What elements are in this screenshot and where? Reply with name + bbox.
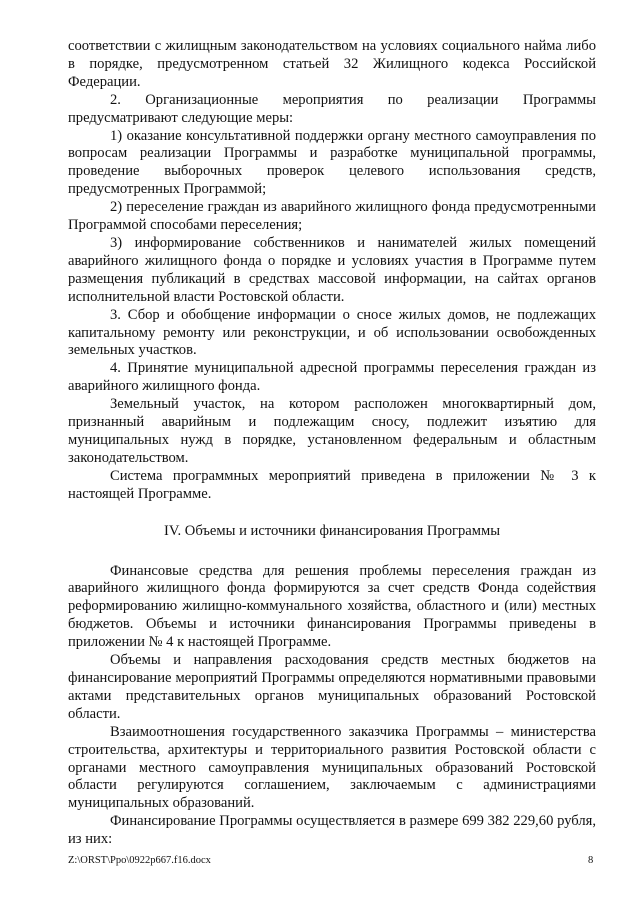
list-item-consulting-support: 1) оказание консультативной поддержки органу местного самоуправления по вопросам реализации Программы и разработке муниципальной программы, проведение выборочных проверок целевого использования средств, предусмотренных Программой; [68, 127, 596, 198]
paragraph-demolition-info: 3. Сбор и обобщение информации о сносе жилых домов, не подлежащих капитальному ремонту или реконструкции, и об использовании освобожденных земельных участков. [68, 306, 596, 359]
footer-file-path: Z:\ORST\Ppo\0922p667.f16.docx [68, 855, 211, 866]
list-item-resettlement: 2) переселение граждан из аварийного жилищного фонда предусмотренными Программой способами переселения; [68, 199, 596, 234]
page-number: 8 [588, 855, 594, 866]
paragraph-municipal-program: 4. Принятие муниципальной адресной программы переселения граждан из аварийного жилищного фонда. [68, 360, 596, 395]
paragraph-financial-sources: Финансовые средства для решения проблемы переселения граждан из аварийного жилищного фонда формируются за счет средств Фонда содействия реформированию жилищно-коммунального хозяйства, областного и (или) местных бюджетов. Объемы и источники финансирования Программы приведены в приложении № 4 к настоящей Программе. [68, 562, 596, 651]
paragraph-financing-amount: Финансирование Программы осуществляется в размере 699 382 229,60 рубля, из них: [68, 813, 596, 848]
paragraph-relations: Взаимоотношения государственного заказчика Программы – министерства строительства, архитектуры и территориального развития Ростовской области с органами местного самоуправления муниципальных образований Ростовской области регулируются соглашением, заключаемым с администрациями муниципальных образований. [68, 723, 596, 812]
section-heading: IV. Объемы и источники финансирования Программы [163, 522, 501, 539]
paragraph-local-budgets: Объемы и направления расходования средств местных бюджетов на финансирование мероприятий Программы определяются нормативными правовыми актами представительных органов муниципальных образований Ростовской области. [68, 652, 596, 722]
list-item-informing: 3) информирование собственников и нанимателей жилых помещений аварийного жилищного фонда о порядке и условиях участия в Программе путем размещения публикаций в средствах массовой информации, на сайтах органов исполнительной власти Ростовской области. [68, 234, 596, 305]
document-body [68, 38, 596, 849]
paragraph-measures-system: Система программных мероприятий приведена в приложении № 3 к настоящей Программе. [68, 467, 596, 502]
paragraph-land-plot: Земельный участок, на котором расположен многоквартирный дом, признанный аварийным и подлежащим сносу, подлежит изъятию для муниципальных нужд в порядке, установленном федеральным и областным законодательством. [68, 396, 596, 466]
paragraph-continuation: соответствии с жилищным законодательством на условиях социального найма либо в порядке, предусмотренном статьей 32 Жилищного кодекса Российской Федерации. [68, 38, 596, 90]
paragraph-organizational-measures: 2. Организационные мероприятия по реализации Программы предусматривают следующие меры: [68, 91, 596, 126]
